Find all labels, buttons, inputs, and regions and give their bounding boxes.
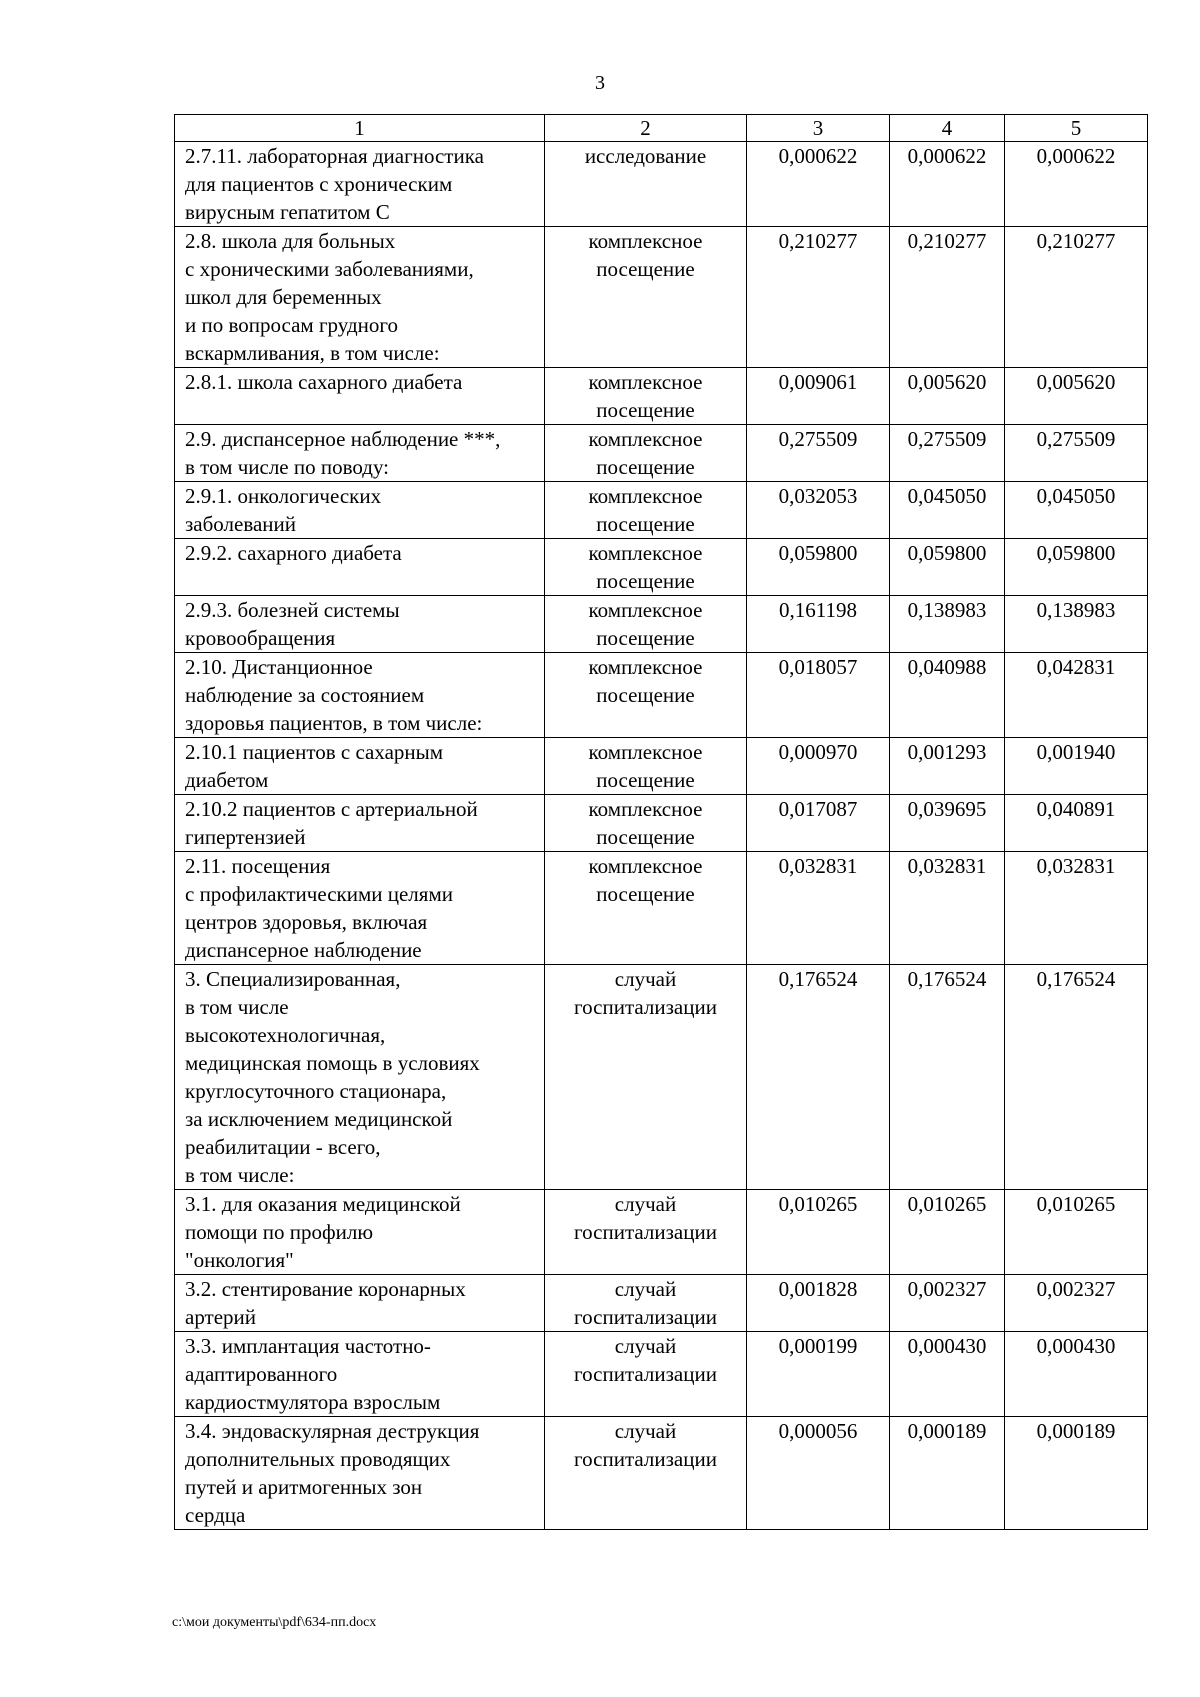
row-value-col3: 0,059800 <box>747 539 890 596</box>
row-unit-cell: случай госпитализации <box>545 965 747 1190</box>
row-value-col4: 0,032831 <box>890 852 1005 965</box>
row-name-cell: 2.10. Дистанционное наблюдение за состоянием здоровья пациентов, в том числе: <box>175 653 545 738</box>
row-name-cell: 2.9.2. сахарного диабета <box>175 539 545 596</box>
row-unit-cell: случай госпитализации <box>545 1417 747 1530</box>
row-value-col3: 0,000056 <box>747 1417 890 1530</box>
row-unit-cell: случай госпитализации <box>545 1275 747 1332</box>
row-value-col5: 0,040891 <box>1005 795 1148 852</box>
row-unit-cell: комплексное посещение <box>545 227 747 368</box>
footer-file-path: c:\мои документы\pdf\634-пп.docx <box>172 1615 377 1630</box>
row-name-cell: 2.11. посещения с профилактическими целями центров здоровья, включая диспансерное наблюдение <box>175 852 545 965</box>
row-value-col3: 0,032831 <box>747 852 890 965</box>
row-name-cell: 2.10.2 пациентов с артериальной гипертензией <box>175 795 545 852</box>
row-value-col4: 0,002327 <box>890 1275 1005 1332</box>
row-value-col3: 0,161198 <box>747 596 890 653</box>
row-name-cell: 3.3. имплантация частотно- адаптированного кардиостмулятора взрослым <box>175 1332 545 1417</box>
row-value-col3: 0,017087 <box>747 795 890 852</box>
page-number: 3 <box>595 72 605 94</box>
table-row <box>175 142 1148 227</box>
table-row <box>175 965 1148 1190</box>
row-value-col3: 0,000199 <box>747 1332 890 1417</box>
row-value-col3: 0,000970 <box>747 738 890 795</box>
row-unit-cell: комплексное посещение <box>545 539 747 596</box>
row-unit-cell: случай госпитализации <box>545 1190 747 1275</box>
row-value-col5: 0,010265 <box>1005 1190 1148 1275</box>
row-value-col5: 0,045050 <box>1005 482 1148 539</box>
row-value-col4: 0,045050 <box>890 482 1005 539</box>
row-value-col4: 0,000189 <box>890 1417 1005 1530</box>
table-row <box>175 596 1148 653</box>
row-value-col4: 0,210277 <box>890 227 1005 368</box>
row-name-cell: 2.9.3. болезней системы кровообращения <box>175 596 545 653</box>
row-unit-cell: комплексное посещение <box>545 738 747 795</box>
row-value-col5: 0,001940 <box>1005 738 1148 795</box>
table-header-row <box>175 115 1148 142</box>
row-value-col5: 0,176524 <box>1005 965 1148 1190</box>
row-unit-cell: комплексное посещение <box>545 653 747 738</box>
table-row <box>175 653 1148 738</box>
column-header: 5 <box>1005 115 1148 142</box>
row-value-col5: 0,032831 <box>1005 852 1148 965</box>
row-value-col5: 0,138983 <box>1005 596 1148 653</box>
table-row <box>175 738 1148 795</box>
table-row <box>175 425 1148 482</box>
table-row <box>175 1332 1148 1417</box>
row-value-col3: 0,001828 <box>747 1275 890 1332</box>
table-body <box>175 142 1148 1530</box>
row-name-cell: 3.2. стентирование коронарных артерий <box>175 1275 545 1332</box>
row-name-cell: 2.8.1. школа сахарного диабета <box>175 368 545 425</box>
row-value-col5: 0,002327 <box>1005 1275 1148 1332</box>
row-value-col3: 0,009061 <box>747 368 890 425</box>
row-unit-cell: комплексное посещение <box>545 482 747 539</box>
row-name-cell: 2.9.1. онкологических заболеваний <box>175 482 545 539</box>
row-value-col4: 0,000622 <box>890 142 1005 227</box>
column-header: 1 <box>175 115 545 142</box>
row-value-col5: 0,000430 <box>1005 1332 1148 1417</box>
row-unit-cell: комплексное посещение <box>545 425 747 482</box>
row-value-col3: 0,032053 <box>747 482 890 539</box>
row-value-col3: 0,210277 <box>747 227 890 368</box>
row-value-col4: 0,040988 <box>890 653 1005 738</box>
column-header: 4 <box>890 115 1005 142</box>
column-header: 3 <box>747 115 890 142</box>
row-value-col3: 0,275509 <box>747 425 890 482</box>
row-value-col4: 0,176524 <box>890 965 1005 1190</box>
row-value-col4: 0,001293 <box>890 738 1005 795</box>
row-unit-cell: исследование <box>545 142 747 227</box>
table-row <box>175 1417 1148 1530</box>
row-unit-cell: комплексное посещение <box>545 852 747 965</box>
column-header: 2 <box>545 115 747 142</box>
row-value-col4: 0,059800 <box>890 539 1005 596</box>
row-unit-cell: комплексное посещение <box>545 368 747 425</box>
table-row <box>175 482 1148 539</box>
table-row <box>175 227 1148 368</box>
row-value-col5: 0,275509 <box>1005 425 1148 482</box>
row-value-col5: 0,042831 <box>1005 653 1148 738</box>
row-value-col4: 0,039695 <box>890 795 1005 852</box>
row-value-col5: 0,005620 <box>1005 368 1148 425</box>
row-name-cell: 2.10.1 пациентов с сахарным диабетом <box>175 738 545 795</box>
row-name-cell: 3.4. эндоваскулярная деструкция дополнительных проводящих путей и аритмогенных зон сердца <box>175 1417 545 1530</box>
row-name-cell: 2.8. школа для больных с хроническими заболеваниями, школ для беременных и по вопросам грудного вскармливания, в том числе: <box>175 227 545 368</box>
row-value-col5: 0,000189 <box>1005 1417 1148 1530</box>
row-value-col4: 0,275509 <box>890 425 1005 482</box>
row-name-cell: 3. Специализированная, в том числе высокотехнологичная, медицинская помощь в условиях круглосуточного стационара, за исключением медицинской реабилитации - всего, в том числе: <box>175 965 545 1190</box>
table-row <box>175 795 1148 852</box>
row-unit-cell: комплексное посещение <box>545 795 747 852</box>
table-row <box>175 1190 1148 1275</box>
row-value-col4: 0,010265 <box>890 1190 1005 1275</box>
row-name-cell: 2.7.11. лабораторная диагностика для пациентов с хроническим вирусным гепатитом С <box>175 142 545 227</box>
row-value-col5: 0,059800 <box>1005 539 1148 596</box>
row-value-col3: 0,010265 <box>747 1190 890 1275</box>
table-row <box>175 852 1148 965</box>
row-value-col4: 0,000430 <box>890 1332 1005 1417</box>
data-table <box>174 114 1148 1530</box>
row-value-col5: 0,000622 <box>1005 142 1148 227</box>
row-value-col4: 0,138983 <box>890 596 1005 653</box>
row-value-col4: 0,005620 <box>890 368 1005 425</box>
row-value-col3: 0,018057 <box>747 653 890 738</box>
row-unit-cell: случай госпитализации <box>545 1332 747 1417</box>
table-row <box>175 1275 1148 1332</box>
row-value-col3: 0,176524 <box>747 965 890 1190</box>
row-value-col5: 0,210277 <box>1005 227 1148 368</box>
table-row <box>175 368 1148 425</box>
row-value-col3: 0,000622 <box>747 142 890 227</box>
row-name-cell: 3.1. для оказания медицинской помощи по профилю "онкология" <box>175 1190 545 1275</box>
row-name-cell: 2.9. диспансерное наблюдение ***, в том числе по поводу: <box>175 425 545 482</box>
table-row <box>175 539 1148 596</box>
row-unit-cell: комплексное посещение <box>545 596 747 653</box>
